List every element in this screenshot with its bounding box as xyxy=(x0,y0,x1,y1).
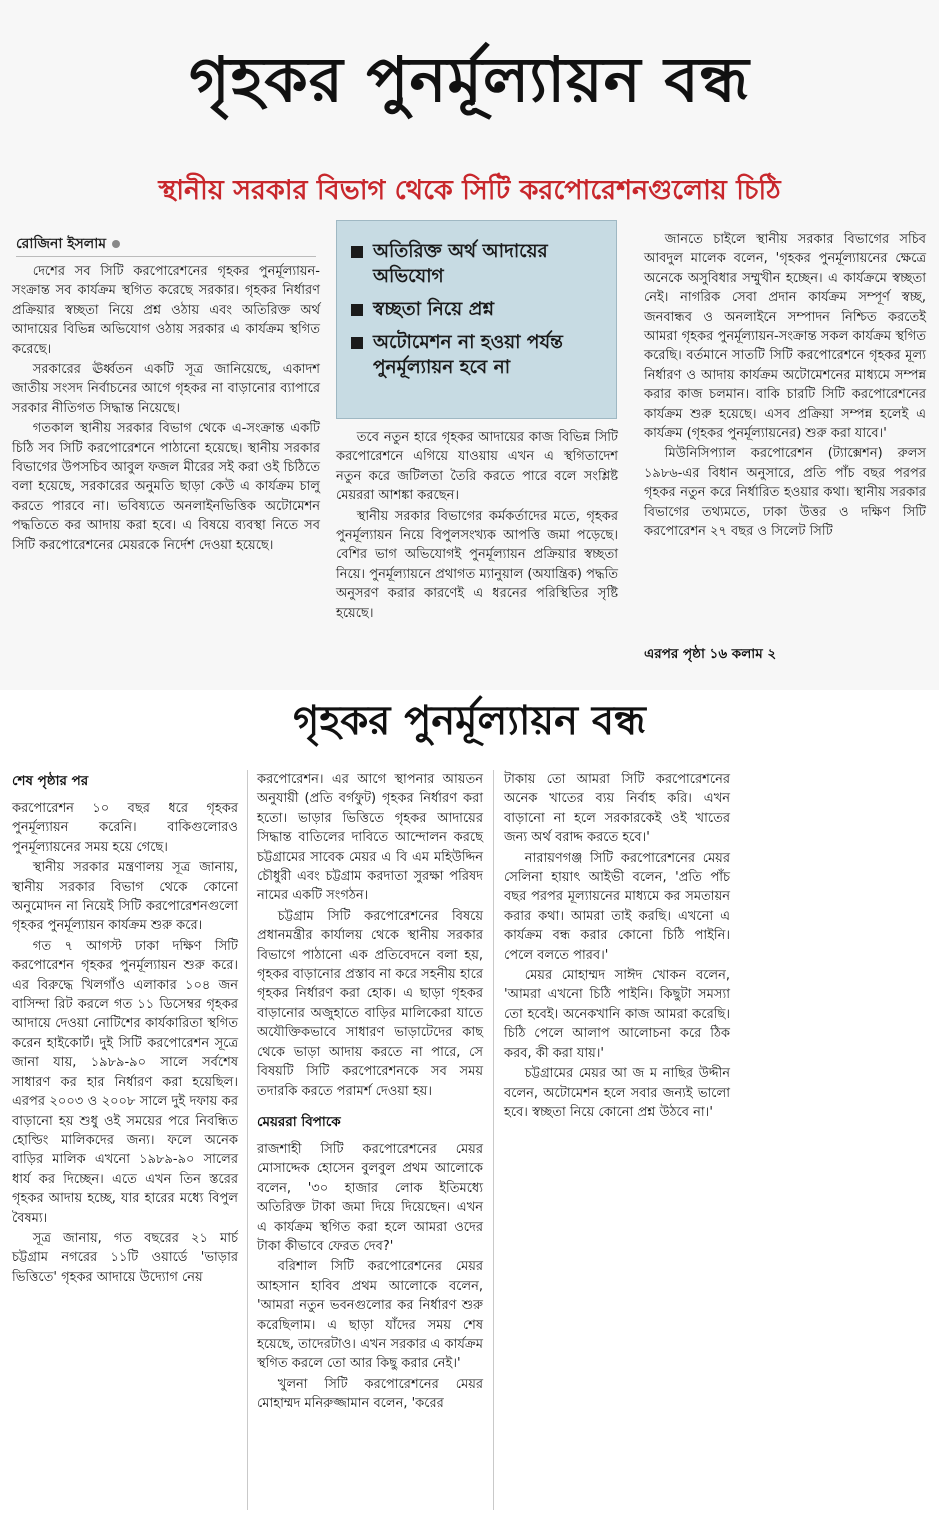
byline xyxy=(16,232,120,256)
paragraph: দেশের সব সিটি করপোরেশনের গৃহকর পুনর্মূল্যায়ন-সংক্রান্ত সব কার্যক্রম স্থগিত করেছে সরকার। গৃহকর নির্ধারণ প্রক্রিয়ার স্বচ্ছতা নিয়ে প্রশ্ন ওঠায় এবং অতিরিক্ত অর্থ আদায়ের বিভিন্ন অভিযোগ ওঠায় সরকার এ কার্যক্রম স্থগিত করেছে। xyxy=(12,264,320,357)
article-column-3 xyxy=(644,230,926,543)
highlight-text: স্বচ্ছতা নিয়ে প্রশ্ন xyxy=(373,299,495,320)
column-divider xyxy=(247,770,248,1510)
continuation-column-2 xyxy=(257,770,483,1415)
continued-on-page: এরপর পৃষ্ঠা ১৬ কলাম ২ xyxy=(644,646,777,662)
byline-dot-icon xyxy=(112,240,120,248)
article-column-2 xyxy=(336,428,618,624)
continuation-headline: গৃহকর পুনর্মূল্যায়ন বন্ধ xyxy=(293,697,646,744)
bullet-square-icon xyxy=(351,246,363,258)
byline-name: রোজিনা ইসলাম xyxy=(16,236,107,252)
bullet-square-icon xyxy=(351,304,363,316)
highlights-box xyxy=(336,220,617,419)
highlight-item xyxy=(351,297,604,322)
paragraph: টাকায় তো আমরা সিটি করপোরেশনের অনেক খাতের ব্যয় নির্বাহ করি। এখন বাড়ানো না হলে সরকারকেই ওই খাতের জন্য অর্থ বরাদ্দ করতে হবে।' xyxy=(504,772,730,846)
highlight-text: অতিরিক্ত অর্থ আদায়ের অভিযোগ xyxy=(373,241,548,287)
subheading: মেয়ররা বিপাকে xyxy=(257,1113,341,1130)
paragraph: মেয়র মোহাম্মদ সাঈদ খোকন বলেন, 'আমরা এখনো চিঠি পাইনি। কিছুটা সমস্যা তো হবেই। অনেকখানি কাজ আমরা করেছি। চিঠি পেলে আলাপ আলোচনা করে ঠিক করব, কী করা যায়।' xyxy=(504,968,730,1061)
paragraph: গতকাল স্থানীয় সরকার বিভাগ থেকে এ-সংক্রান্ত একটি চিঠি সব সিটি করপোরেশনে পাঠানো হয়েছে। স্থানীয় সরকার বিভাগের উপসচিব আবুল ফজল মীরের সই করা ওই চিঠিতে বলা হয়েছে, সরকারের অনুমতি ছাড়া কেউ এ কার্যক্রম চালু করতে পারবে না। ভবিষ্যতে অনলাইনভিত্তিক অটোমেশন পদ্ধতিতে কর আদায় করা হবে। এ বিষয়ে ব্যবস্থা নিতে সব সিটি করপোরেশনের মেয়রকে নির্দেশ দেওয়া হয়েছে। xyxy=(12,421,320,553)
article-column-1 xyxy=(12,262,320,556)
paragraph: স্থানীয় সরকার বিভাগের কর্মকর্তাদের মতে, গৃহকর পুনর্মূল্যায়ন নিয়ে বিপুলসংখ্যক আপত্তি জমা পড়েছে। বেশির ভাগ অভিযোগই পুনর্মূল্যায়ন প্রক্রিয়ার স্বচ্ছতা নিয়ে। পুনর্মূল্যায়নে প্রথাগত ম্যানুয়াল (অযান্ত্রিক) পদ্ধতি অনুসরণ করার কারণেই এ ধরনের পরিস্থিতির সৃষ্টি হয়েছে। xyxy=(336,508,618,621)
continuation-label: শেষ পৃষ্ঠার পর xyxy=(12,773,89,789)
paragraph: মিউনিসিপ্যাল করপোরেশন (ট্যাক্সেশন) রুলস ১৯৮৬-এর বিধান অনুসারে, প্রতি পাঁচ বছর পরপর গৃহকর নতুন করে নির্ধারিত হওয়ার কথা। স্থানীয় সরকার বিভাগের তথ্যমতে, ঢাকা উত্তর ও দক্ষিণ সিটি করপোরেশন ২৭ বছর ও সিলেট সিটি xyxy=(644,446,926,540)
paragraph: সূত্র জানায়, গত বছরের ২১ মার্চ চট্টগ্রাম নগরের ১১টি ওয়ার্ডে 'ভাড়ার ভিত্তিতে' গৃহকর আদায়ে উদ্যোগ নেয় xyxy=(12,1230,238,1285)
paragraph: করপোরেশন ১০ বছর ধরে গৃহকর পুনর্মূল্যায়ন করেনি। বাকিগুলোরও পুনর্মূল্যায়নের সময় হয়ে গেছে। xyxy=(12,801,238,855)
paragraph: স্থানীয় সরকার মন্ত্রণালয় সূত্র জানায়, স্থানীয় সরকার বিভাগ থেকে কোনো অনুমোদন না নিয়েই সিটি করপোরেশনগুলো গৃহকর পুনর্মূল্যায়ন কার্যক্রম শুরু করে। xyxy=(12,860,238,934)
continuation-column-1 xyxy=(12,770,238,1288)
column-divider xyxy=(493,770,494,1510)
highlight-text: অটোমেশন না হওয়া পর্যন্ত পুনর্মূল্যায়ন হবে না xyxy=(373,332,563,378)
bullet-square-icon xyxy=(351,337,363,349)
byline-divider xyxy=(16,256,316,257)
highlight-item xyxy=(351,239,604,289)
paragraph: তবে নতুন হারে গৃহকর আদায়ের কাজ বিভিন্ন সিটি করপোরেশনে এগিয়ে যাওয়ায় এখন এ স্থগিতাদেশ নতুন করে জটিলতা তৈরি করতে পারে বলে সংশ্লিষ্ট মেয়ররা আশঙ্কা করছেন। xyxy=(336,430,618,504)
paragraph: খুলনা সিটি করপোরেশনের মেয়র মোহাম্মদ মনিরুজ্জামান বলেন, 'করের xyxy=(257,1376,483,1412)
headline: গৃহকর পুনর্মূল্যায়ন বন্ধ xyxy=(189,43,750,116)
paragraph: নারায়ণগঞ্জ সিটি করপোরেশনের মেয়র সেলিনা হায়াৎ আইভী বলেন, 'প্রতি পাঁচ বছর পরপর মূল্যায়নের মাধ্যমে কর সমতায়ন করার কথা। আমরা তাই করছি। এখনো এ কার্যক্রম বন্ধ করার কোনো চিঠি পাইনি। পেলে বলতে পারব।' xyxy=(504,850,730,963)
paragraph: রাজশাহী সিটি করপোরেশনের মেয়র মোসাদ্দেক হোসেন বুলবুল প্রথম আলোকে বলেন, '৩০ হাজার লোক ইতিমধ্যে অতিরিক্ত টাকা জমা দিয়ে দিয়েছেন। এখন এ কার্যক্রম স্থগিত করা হলে আমরা ওদের টাকা কীভাবে ফেরত দেব?' xyxy=(257,1141,483,1254)
paragraph: জানতে চাইলে স্থানীয় সরকার বিভাগের সচিব আবদুল মালেক বলেন, 'গৃহকর পুনর্মূল্যায়নের ক্ষেত্রে অনেকে অসুবিধার সম্মুখীন হচ্ছেন। এ কার্যক্রমে স্বচ্ছতা নেই। নাগরিক সেবা প্রদান কার্যক্রম সম্পূর্ণ স্বচ্ছ, জনবান্ধব ও অনলাইনে সম্পাদন নিশ্চিত করতেই আমরা গৃহকর পুনর্মূল্যায়ন-সংক্রান্ত সকল কার্যক্রম স্থগিত করেছি। বর্তমানে সাতটি সিটি করপোরেশনে গৃহকর মূল্য নির্ধারণ ও আদায় কার্যক্রম অটোমেশনের মাধ্যমে সম্পন্ন করার কাজ চলমান। বাকি চারটি সিটি করপোরেশনের কার্যক্রম শুরু হয়েছে। এসব প্রক্রিয়া সম্পন্ন হলেই এ কার্যক্রম (গৃহকর পুনর্মূল্যায়নের) শুরু করা যাবে।' xyxy=(644,232,926,442)
paragraph: চট্টগ্রাম সিটি করপোরেশনের বিষয়ে প্রধানমন্ত্রীর কার্যালয় থেকে স্থানীয় সরকার বিভাগে পাঠানো এক প্রতিবেদনে বলা হয়, গৃহকর বাড়ানোর প্রস্তাব না করে সহনীয় হারে গৃহকর নির্ধারণ করা হোক। এ ছাড়া গৃহকর বাড়ানোর অজুহাতে বাড়ির মালিকেরা যাতে অযৌক্তিকভাবে সাধারণ ভাড়াটেদের কাছ থেকে ভাড়া আদায় করতে না পারে, সে বিষয়টি সিটি করপোরেশনকে সব সময় তদারকি করতে পরামর্শ দেওয়া হয়। xyxy=(257,908,483,1099)
paragraph: চট্টগ্রামের মেয়র আ জ ম নাছির উদ্দীন বলেন, অটোমেশন হলে সবার জন্যই ভালো হবে। স্বচ্ছতা নিয়ে কোনো প্রশ্ন উঠবে না।' xyxy=(504,1066,730,1120)
paragraph: বরিশাল সিটি করপোরেশনের মেয়র আহসান হাবিব প্রথম আলোকে বলেন, 'আমরা নতুন ভবনগুলোর কর নির্ধারণ শুরু করেছিলাম। এ ছাড়া যাঁদের সময় শেষ হয়েছে, তাদেরটাও। এখন সরকার এ কার্যক্রম স্থগিত করলে তো আর কিছু করার নেই।' xyxy=(257,1259,483,1372)
continuation-column-3 xyxy=(504,770,730,1123)
highlight-item xyxy=(351,330,604,380)
subheadline: স্থানীয় সরকার বিভাগ থেকে সিটি করপোরেশনগুলোয় চিঠি xyxy=(158,175,781,206)
paragraph: গত ৭ আগস্ট ঢাকা দক্ষিণ সিটি করপোরেশন গৃহকর পুনর্মূল্যায়ন শুরু করে। এর বিরুদ্ধে খিলগাঁও এলাকার ১০৪ জন বাসিন্দা রিট করলে গত ১১ ডিসেম্বর গৃহকর আদায়ে দেওয়া নোটিশের কার্যকারিতা স্থগিত করেন হাইকোর্ট। দুই সিটি করপোরেশন সূত্রে জানা যায়, ১৯৮৯-৯০ সালে সর্বশেষ সাধারণ কর হার নির্ধারণ করা হয়েছিল। এরপর ২০০৩ ও ২০০৮ সালে দুই দফায় কর বাড়ানো হয় শুধু ওই সময়ের পরে নিবন্ধিত হোল্ডিং মালিকদের জন্য। ফলে অনেক বাড়ির মালিক এখনো ১৯৮৯-৯০ সালের ধার্য কর দিচ্ছেন। এতে এখন তিন স্তরের গৃহকর আদায় হচ্ছে, যার হারের মধ্যে বিপুল বৈষম্য। xyxy=(12,938,238,1226)
paragraph: সরকারের ঊর্ধ্বতন একটি সূত্র জানিয়েছে, একাদশ জাতীয় সংসদ নির্বাচনের আগে গৃহকর না বাড়ানোর ব্যাপারে সরকার নীতিগত সিদ্ধান্ত নিয়েছে। xyxy=(12,362,320,416)
paragraph: করপোরেশন। এর আগে স্থাপনার আয়তন অনুযায়ী (প্রতি বর্গফুট) গৃহকর নির্ধারণ করা হতো। ভাড়ার ভিত্তিতে গৃহকর আদায়ের সিদ্ধান্ত বাতিলের দাবিতে আন্দোলন করছে চট্টগ্রামের সাবেক মেয়র এ বি এম মহিউদ্দিন চৌধুরী এবং চট্টগ্রাম করদাতা সুরক্ষা পরিষদ নামের একটি সংগঠন। xyxy=(257,772,483,904)
